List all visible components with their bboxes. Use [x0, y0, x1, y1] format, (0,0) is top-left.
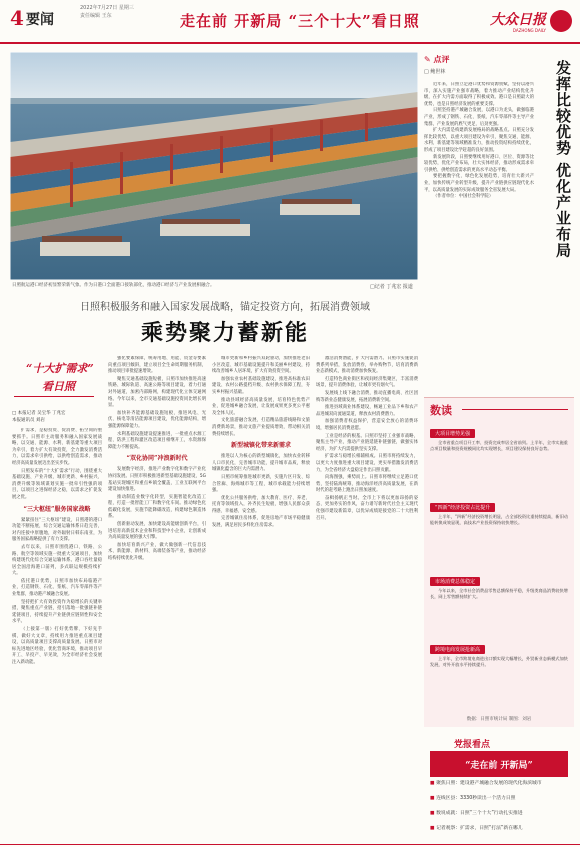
paragraph: 向海图强，乘势而上。日照市将继续立足港口优势，坚持陆海统筹，推动海洋经济高质量发展，在新时代的赶考路上跑出日照加速度。 — [316, 475, 418, 494]
section-heading: 新型城镇化带来新需求 — [230, 442, 291, 450]
article-subtitle: 日照积极服务和融入国家发展战略，锚定投资方向，拓展消费领域 — [80, 302, 370, 313]
paragraph: 城市更新和乡村振兴双轮驱动，加快推进老旧小区改造、城市基础设施提升和美丽乡村建设，持续改善城乡人居环境，扩大有效投资空间。 — [212, 356, 310, 375]
paragraph: 扩大内需是构建新发展格局的战略基点。日照充分发挥比较优势，以重大项目建设为牵引，聚焦交通、能源、水利、新基建等领域精准发力，推动投资结构持续优化，形成了项目建设比学赶超的良好氛围。 — [424, 128, 534, 153]
paragraph: 完善城镇住房体系，促进房地产市场平稳健康发展，满足居民多样化住房需求。 — [212, 516, 310, 529]
bullet-icon: ■ — [430, 781, 437, 786]
paragraph: 加快培育新兴产业，做大做强新一代信息技术、新能源、新材料、高端装备等产业，推动经济结构持续优化升级。 — [108, 542, 206, 562]
paragraph: 强化要素保障，统筹用地、用能、资金等要素向重点项目倾斜，建立项目全生命周期服务机制，推动项目审批提速增效。 — [108, 356, 206, 375]
data-section-text: 上半年，全市跨境电商进出口额实现大幅增长，外贸新业态新模式加快发展，对外开放水平持续提升。 — [430, 656, 568, 668]
paragraph: 日照发布的“十大扩需求”行动，围绕重大基础设施、产业升级、城市更新、乡村振兴、消费升级等领域谋划实施一批牵引性强的项目，以项目之进保经济之稳，以需求之扩促发展之优。 — [12, 468, 102, 500]
paragraph: 打造特色商业街区和夜间经济集聚区，丰富消费场景，提升消费体验，让城市更有烟火气。 — [316, 376, 418, 389]
paragraph: 要把握数字化、绿色化发展趋势，培育壮大新兴产业，加快传统产业转型升级，提升产业链供应链现代化水平，以高质量发展的实际成效服务全省发展大局。 — [424, 174, 534, 193]
data-section — [430, 636, 568, 669]
data-sidebar-title: 数读 — [430, 404, 452, 417]
data-sidebar — [424, 397, 574, 727]
paragraph: 推动制造业数字化转型，实施智能化改造工程，打造一批智能工厂和数字化车间。推动绿色化低碳化发展，实施节能降碳改造，构建绿色制造体系。 — [108, 494, 206, 520]
paragraph: 紧紧扭住“三大枢纽”建设，日照港的港口功能不断拓展，综合交通运输体系日趋完善，对内连接中原腹地，对外辐射日韩东南亚，为服务国家战略提供了有力支撑。 — [12, 517, 102, 543]
paragraph: 发展数字经济，推进产业数字化和数字产业化协同发展。日照市积极推进新型基础设施建设，5G基站实现城区和重点乡镇全覆盖，工业互联网平台建设加快推进。 — [108, 467, 206, 493]
paragraph: 创新驱动发展，加快建设高能级创新平台，引进培育高新技术企业和科技型中小企业，让创新成为高质量发展的强大引擎。 — [108, 522, 206, 541]
data-section — [430, 568, 568, 601]
paragraph: 扩需求与稳增长相辅相成。日照市将持续发力，以更大力度推进重大项目建设，更实举措激发消费活力，为全省经济大盘稳定作出日照贡献。 — [316, 454, 418, 473]
newspaper-logo: 大众日报 — [490, 12, 546, 28]
paragraph: 文化旅游融合发展，打造精品旅游线路和文旅消费新场景，推动文旅产业提质增效，带动相关消费持续增长。 — [212, 418, 310, 437]
page-number: 4 — [10, 6, 24, 30]
bottom-rule — [0, 844, 580, 845]
series-tag-rule — [14, 396, 94, 397]
section-name: 要闻 — [26, 12, 54, 28]
data-section — [430, 420, 568, 453]
data-section-head: “四新”经济投资占比提升 — [430, 503, 495, 512]
byline-correspondent: 本报通讯员 刘岩 — [12, 418, 45, 423]
highlight-item[interactable] — [430, 811, 568, 818]
data-section-head: 跨境电商发展抢新高 — [430, 645, 485, 654]
data-section-head: 市场消费总体稳定 — [430, 577, 480, 586]
data-section — [430, 494, 568, 527]
highlight-text: 聚焦日照：建设港产城融合发展的现代化海滨城市 — [436, 781, 542, 786]
highlight-item[interactable] — [430, 796, 568, 803]
bullet-icon: ■ — [430, 826, 437, 831]
highlight-item[interactable] — [430, 826, 568, 833]
highlight-text: 连线区县：3330秒读出一个活力日照 — [436, 796, 516, 801]
paragraph: 加强农业农村基础设施建设，推进高标准农田建设、农村公路提档升级、农村供水保障工程，夯实乡村振兴基础。 — [212, 376, 310, 395]
paragraph: 奋楫扬帆正当时。全市上下将以更加昂扬的姿态、更加务实的作风，奋力谱写新时代社会主义现代化强市建设新篇章，以优异成绩迎接党的二十大胜利召开。 — [316, 495, 418, 521]
paragraph: 日照坚持港产城融合发展，以港口为龙头，做强临港产业，形成了钢铁、石化、浆纸、汽车零部件等主导产业集群，产业发展的底气更足、后劲更强。 — [424, 108, 534, 127]
highlight-text: 数说成就：日照“三个十大”行动扎实推进 — [436, 811, 523, 816]
paragraph: 新发展阶段，日照要继续用好港口、区位、资源等比较优势，优化产业布局，壮大实体经济，推动形成需求牵引供给、供给创造需求的更高水平动态平衡。 — [424, 154, 534, 173]
data-section-text: 全市省重点项目开工率、投资完成率居全省前列。上半年，全市实施重点项目数量和投资规模同比均实现增长，项目建设保持良好态势。 — [430, 440, 568, 452]
article-column-2 — [108, 356, 206, 838]
series-tag-line2: 看日照 — [42, 380, 75, 393]
bullet-icon: ■ — [430, 811, 437, 816]
paragraph: 去年以来，日照市围绕港口、铁路、公路、航空等领域实施一批重大交通项目，加快构建现代化综合交通运输体系。港口吞吐量稳居全国沿海港口前列，多式联运规模持续扩大。 — [12, 544, 102, 577]
paragraph: 扩需求，是稳投资、促消费、拓空间的重要抓手。日照市主动服务和融入国家发展战略，以交通、能源、水利、新基建等重大项目为牵引，着力扩大有效投资，全力激发消费活力，以需求牵引供给，以供给创造需求，推动经济高质量发展迈出坚实步伐。 — [12, 428, 102, 466]
commentary-label — [424, 54, 450, 65]
paragraph: 近年来，日照立足港口优势和资源禀赋，坚持以港兴市，深入实施产业强市战略，着力推动产业结构优化升级，在扩大内需方面取得了积极成效。港口是日照最大的优势，也是日照经济发展的重要支撑。 — [424, 82, 534, 107]
page-header — [0, 0, 580, 44]
paragraph: 推进以人为核心的新型城镇化，加快农业转移人口市民化，完善城市功能，提升城市品质，释放城镇化蕴含的巨大内需潜力。 — [212, 454, 310, 473]
commentary-label-text: 点评 — [433, 55, 450, 64]
commentary-author: □ 鲍世林 — [424, 69, 446, 75]
header-date: 2022年7月27日 星期三 — [80, 5, 134, 11]
article-column-3 — [212, 356, 310, 838]
data-title-rule — [462, 409, 568, 410]
paragraph: 加强消费者权益保护，营造安全放心的消费环境，增强居民消费意愿。 — [316, 419, 418, 431]
commentary-title: 发挥比较优势 优化产业布局 — [554, 60, 572, 259]
paragraph: 推动县域经济高质量发展，培育特色优势产业，促进城乡融合发展，让发展成果更多更公平惠及全体人民。 — [212, 397, 310, 416]
highlight-text: 记者观察：扩需求，日照“打法”新在哪儿 — [436, 826, 523, 831]
series-tag-line1: “十大扩需求” — [26, 362, 94, 375]
header-meta — [80, 4, 170, 20]
col1-intro — [12, 428, 102, 502]
paragraph: 推进县域商业体系建设，畅通工业品下乡和农产品进城双向流通渠道，释放农村消费潜力。 — [316, 405, 418, 417]
series-tag — [12, 356, 96, 406]
highlights-banner — [430, 751, 568, 777]
paragraph: 激活消费潜能，扩大内需潜力。日照市实施促消费系列举措，发放消费券，举办购物节，培育消费新业态新模式，推动消费加快恢复。 — [316, 356, 418, 375]
edit-icon: ✎ — [424, 55, 431, 64]
paragraph: 日照市统筹推进城市更新，实施片区开发、综合管廊、海绵城市等工程，城市承载能力持续增强。 — [212, 474, 310, 494]
paragraph: 依托港口优势，日照市加快布局临港产业，打造钢铁、石化、浆纸、汽车零部件等产业集群，推动港产城融合发展。 — [12, 578, 102, 598]
article-byline — [12, 410, 96, 424]
paragraph: 水利基础设施建设提速推进，一批重点水源工程、防洪工程和灌区改造项目相继开工，水资源保障能力不断提高。 — [108, 431, 206, 450]
data-section-text: 上半年，“四新”经济投资增长明显，占全部投资比重持续提高，新旧动能转换成效显现，高技术产业投资保持较快增长。 — [430, 514, 568, 526]
highlights-box — [424, 737, 574, 842]
paragraph: 聚焦交通基础设施短板，日照市加快推进高速铁路、城际轨道、高速公路等项目建设，着力打通对外通道，加密内部路网，构建现代化立体交通网络。今年以来，全市交通基础设施投资同比增长明显。 — [108, 376, 206, 409]
port-photo — [10, 52, 418, 280]
data-section-text: 今年以来，全市社会消费品零售总额保持平稳，升级类商品消费较快增长，网上零售额持续扩大。 — [430, 588, 568, 600]
header-editor: 责任编辑 王东 — [80, 13, 112, 19]
paragraph: 发展线上线下融合消费，推动直播电商、社区团购等新业态健康发展，拓展消费新空间。 — [316, 390, 418, 403]
newspaper-logo-en: DAZHONG DAILY — [512, 28, 546, 33]
highlight-item[interactable] — [430, 781, 568, 788]
section-heading: “三大枢纽”服务国家战略 — [23, 505, 91, 513]
photo-credit: □记者 丁兆宏 报道 — [370, 284, 413, 290]
article-title: 乘势聚力蓄新能 — [140, 320, 309, 346]
paragraph: （上接第一版）打好优势牌、下好先手棋、做好大文章，持续用力推进重点项目建设，以高质量项目支撑高质量发展。日照市对标先进地区经验，优化营商环境，推动项目早开工、早投产、早见效，为全市经济社会发展注入新动能。 — [12, 627, 102, 665]
header-slogan: 走在前 开新局 “三个十大”看日照 — [180, 12, 420, 30]
data-section-head: 大项目增势见强 — [430, 429, 475, 438]
commentary-box — [424, 52, 574, 397]
section-heading: “双化协同”冲浪新时代 — [126, 455, 188, 463]
article-column-1 — [12, 428, 102, 838]
highlights-title: 党报看点 — [454, 740, 491, 750]
photo-caption: 日照航运港口经济初显繁荣新气象。作为日港口全面港口接轨部化，推动港口经济与产业发展相融合。 — [12, 283, 215, 288]
paragraph: （作者单位：中国社会科学院） — [433, 194, 494, 200]
paragraph: 加快补齐能源基础设施短板，推进风电、光伏、核电等清洁能源项目建设，优化能源结构，增强能源保障能力。 — [108, 410, 206, 429]
paragraph: 工业是经济的根基。日照市坚持工业强市战略，聚焦主导产业，推动产业链延链补链强链，做强实体经济，为扩大内需提供坚实支撑。 — [316, 433, 418, 452]
paragraph: 坚持把扩大有效投资作为稳增长的关键举措，聚焦重点产业链，招引落地一批强链补链延链项目，持续提升产业链供应链韧性和安全水平。 — [12, 599, 102, 625]
data-credit: 数据：日照市统计局 制图：刘岩 — [466, 717, 532, 722]
byline-reporters: □ 本报记者 吴宝华 丁兆宏 — [12, 411, 66, 416]
col1-body — [12, 518, 102, 667]
logo-seal-icon — [550, 10, 572, 32]
paragraph: 优化公共服务供给，加大教育、医疗、养老、托育等领域投入，补齐民生短板，增强人民群众获得感、幸福感、安全感。 — [212, 495, 310, 514]
highlights-banner-text: “走在前 开新局” — [465, 761, 533, 771]
commentary-body — [424, 82, 534, 394]
article-column-4 — [316, 356, 418, 838]
port-aerial-image — [10, 52, 418, 280]
bullet-icon: ■ — [430, 796, 437, 801]
